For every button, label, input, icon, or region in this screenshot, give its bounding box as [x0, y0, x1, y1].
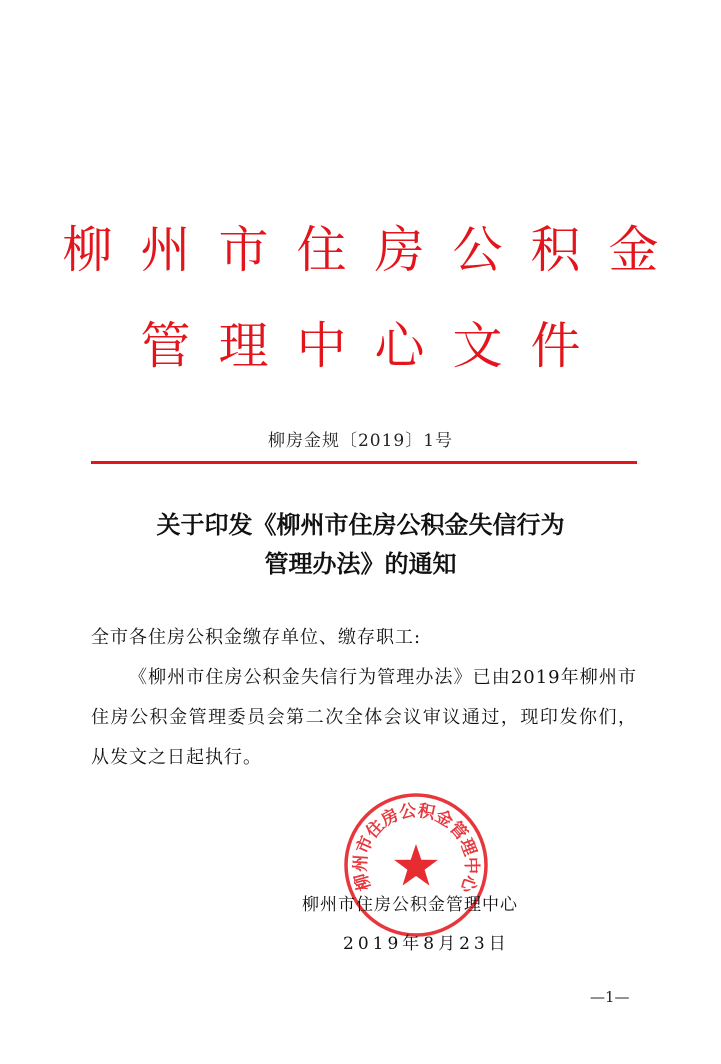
document-number: 柳房金规〔2019〕1号 [267, 431, 454, 451]
page-number: —1— [590, 988, 630, 1006]
header-title-line-2: 管理中心文件 [140, 317, 609, 375]
red-divider [91, 461, 637, 464]
body-paragraph: 《柳州市住房公积金失信行为管理办法》已由2019年柳州市住房公积金管理委员会第二次全体会议审议通过，现印发你们，从发文之日起执行。 [91, 667, 637, 768]
notice-title-line-1: 关于印发《柳州市住房公积金失信行为 [156, 510, 565, 539]
official-seal [343, 792, 489, 938]
header-title-line-1: 柳州市住房公积金 [62, 221, 687, 279]
signing-organization: 柳州市住房公积金管理中心 [302, 895, 518, 915]
seal-text: 柳州市住房公积金管理中心 [350, 800, 482, 896]
salutation: 全市各住房公积金缴存单位、缴存职工: [91, 627, 422, 648]
signing-date: 2019年8月23日 [343, 934, 510, 954]
notice-title-line-2: 管理办法》的通知 [264, 549, 457, 578]
seal-star-icon [394, 844, 438, 886]
